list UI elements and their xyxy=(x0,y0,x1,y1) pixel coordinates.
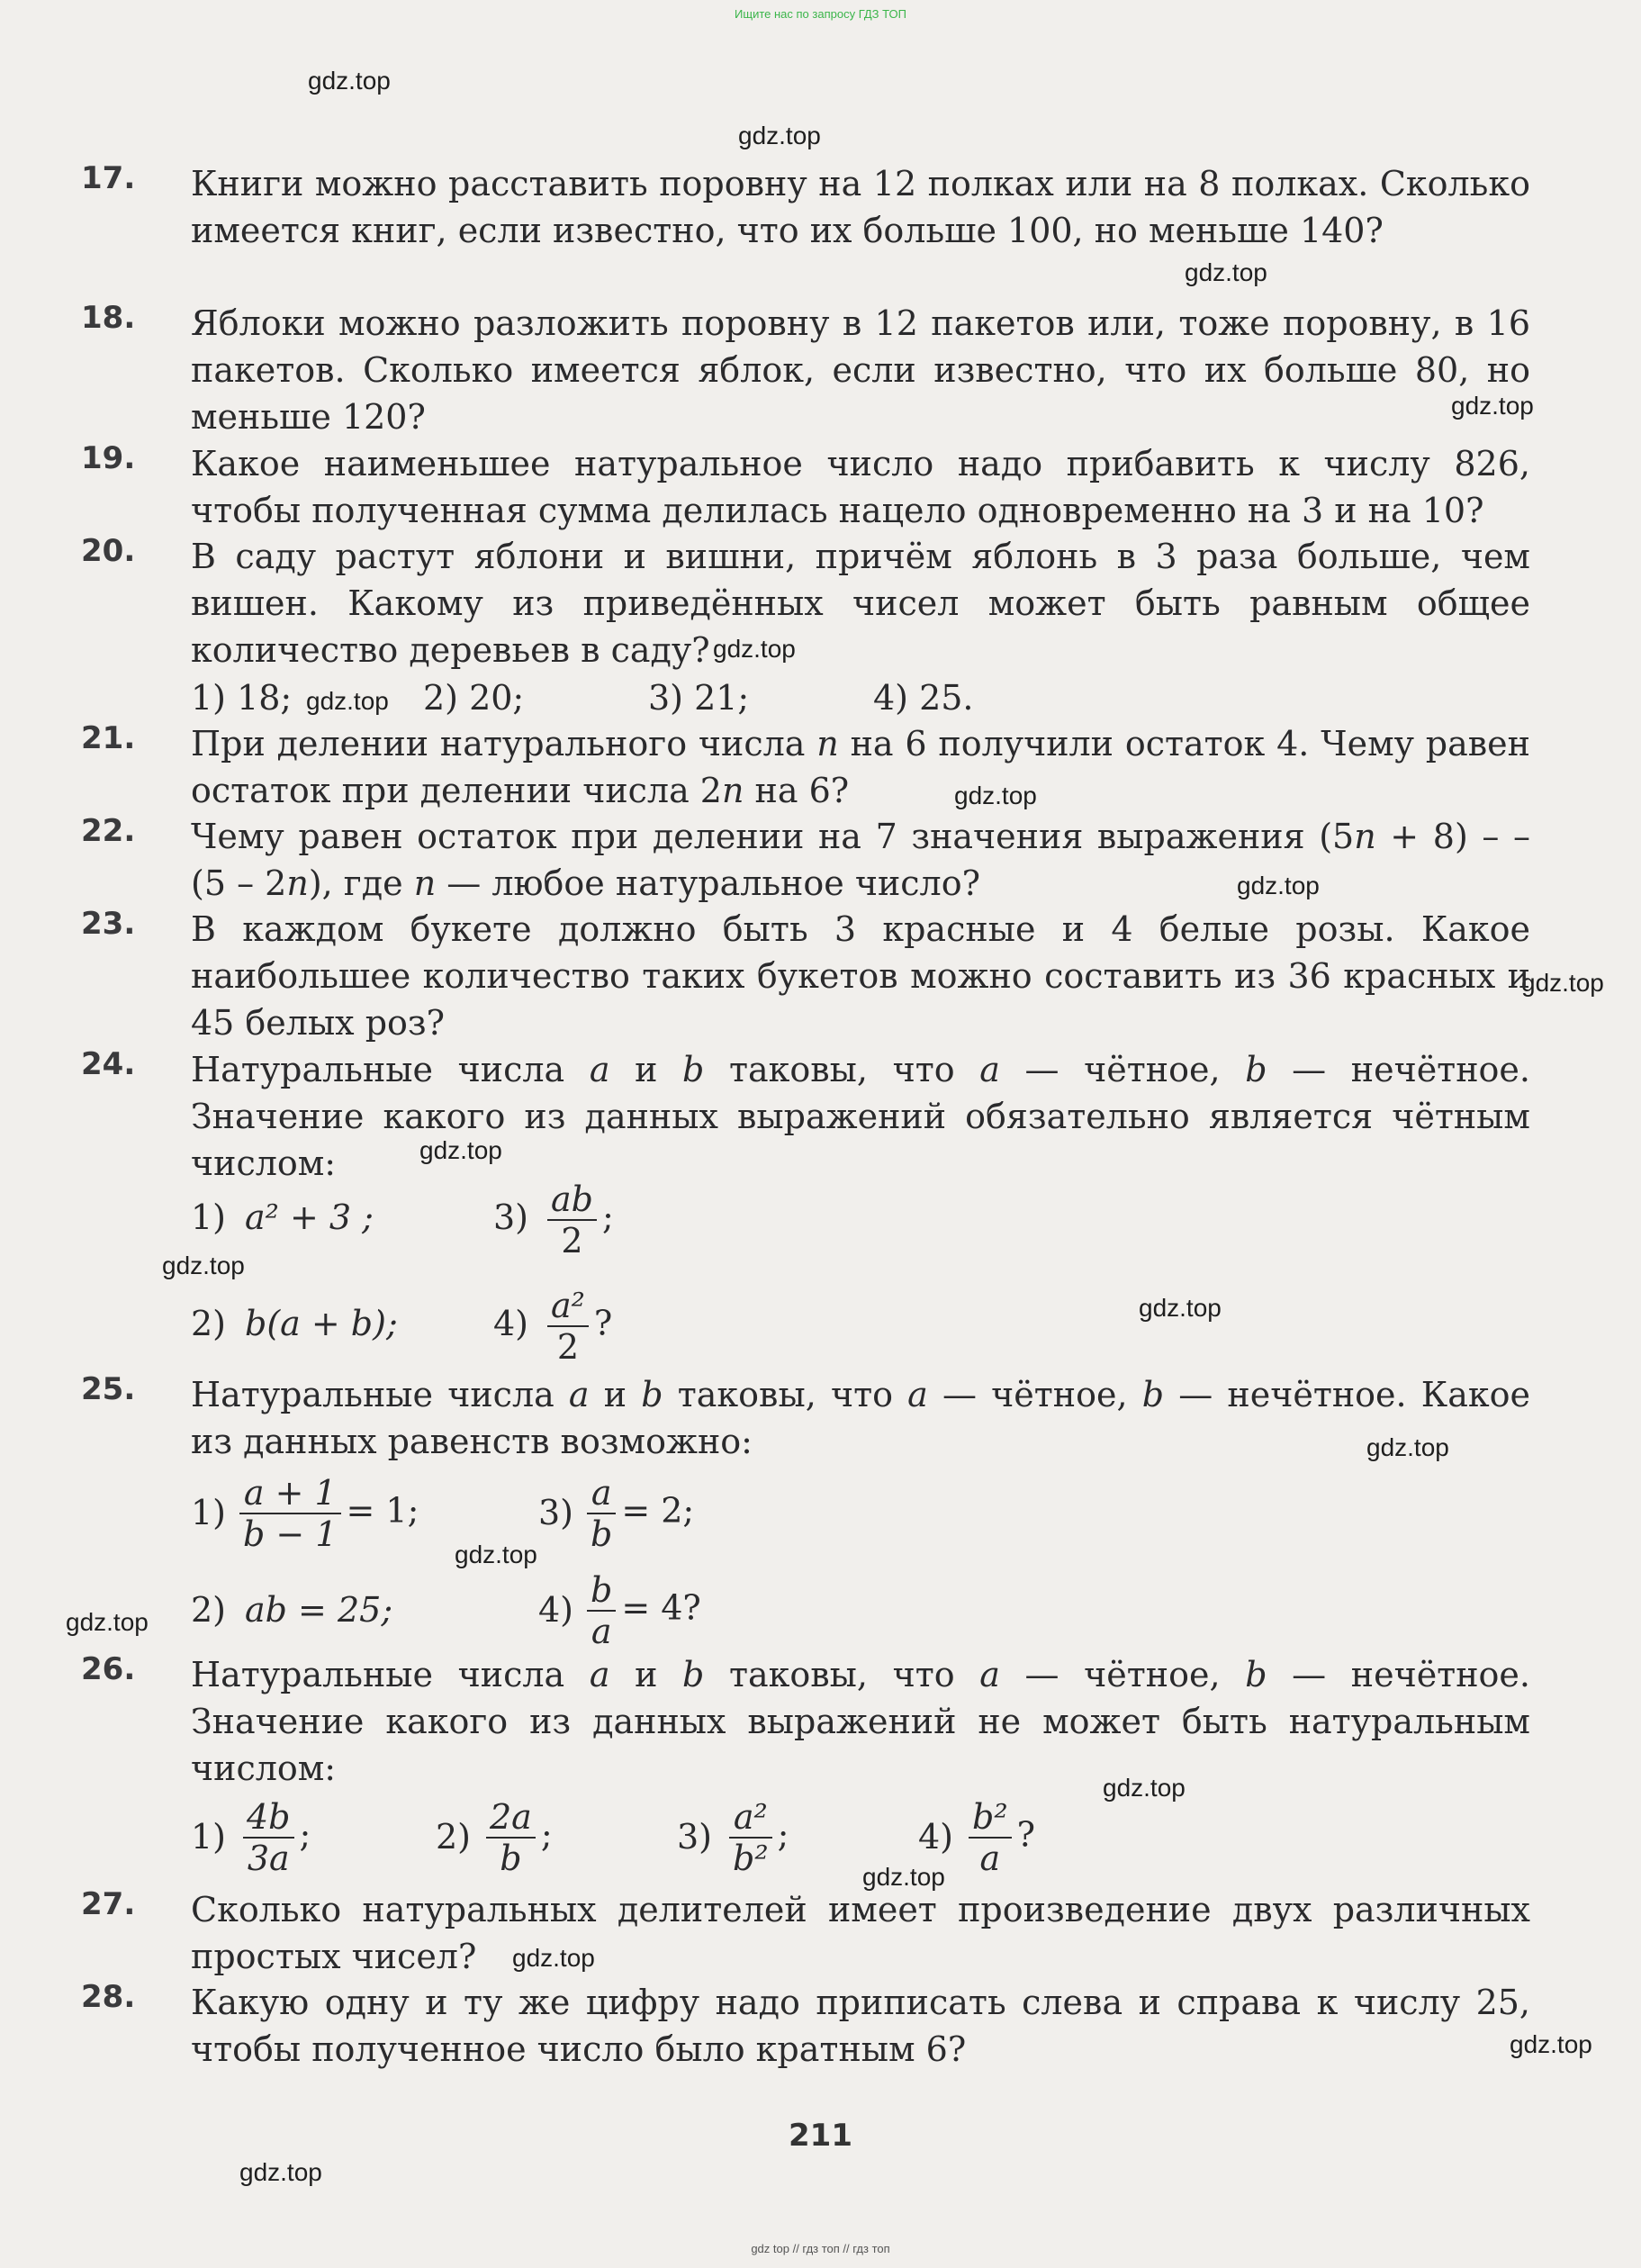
option-2: 2) 20; xyxy=(423,678,525,718)
denominator: b xyxy=(587,1513,616,1554)
option-label: 1) xyxy=(191,1817,227,1857)
variable-n: n xyxy=(1354,817,1376,856)
option-label: 4) xyxy=(918,1817,954,1857)
problem-28 xyxy=(81,1979,1530,2073)
equation-tail: = 2; xyxy=(621,1490,695,1531)
option-row xyxy=(191,1797,1181,1880)
watermark: gdz.top xyxy=(162,1251,245,1279)
problem-text: Какое наименьшее натуральное число надо прибавить к числу 826, чтобы полученная сумма делилась нацело одновременно на 3 и на 10? xyxy=(191,444,1530,530)
text-part: на 6? xyxy=(744,771,850,810)
option-row xyxy=(191,1179,1001,1261)
option-label: 4) xyxy=(493,1304,529,1343)
denominator: b² xyxy=(729,1837,772,1878)
equation-tail: = 1; xyxy=(346,1490,419,1531)
option-expression xyxy=(542,1286,612,1367)
option-3: 3) 21; xyxy=(648,678,750,718)
option-expression xyxy=(481,1797,553,1878)
option-expression xyxy=(724,1797,789,1878)
text-part: — любое натуральное число? xyxy=(436,863,980,903)
text-part: и xyxy=(609,1655,683,1694)
fraction xyxy=(729,1797,772,1878)
fraction xyxy=(239,1473,341,1554)
numerator: a xyxy=(591,1473,612,1513)
option-label: 3) xyxy=(538,1493,574,1532)
problem-number: 22. xyxy=(81,813,136,849)
problem-number: 24. xyxy=(81,1046,136,1082)
punctuation: ; xyxy=(299,1814,311,1855)
problem-number: 26. xyxy=(81,1651,136,1687)
text-part: — нечётное. Значение какого из данных выражений обязательно является чётным числом: xyxy=(191,1050,1530,1183)
watermark: gdz.top xyxy=(455,1541,537,1568)
variable-a: a xyxy=(589,1655,610,1694)
option-label: 1) xyxy=(191,1493,227,1532)
watermark: gdz.top xyxy=(1521,969,1604,997)
text-part: и xyxy=(609,1050,683,1089)
watermark: gdz.top xyxy=(1510,2030,1592,2058)
problem-22 xyxy=(81,813,1530,907)
problem-number: 27. xyxy=(81,1886,136,1922)
problem-21 xyxy=(81,720,1530,814)
problem-19 xyxy=(81,440,1530,534)
variable-b: b xyxy=(1245,1050,1267,1089)
option-label: 3) xyxy=(493,1197,529,1237)
fraction xyxy=(486,1797,536,1878)
text-part: При делении натурального числа xyxy=(191,724,817,764)
watermark: gdz.top xyxy=(1185,258,1267,286)
text-part: Натуральные числа xyxy=(191,1050,590,1089)
problem-number: 28. xyxy=(81,1979,136,2015)
option-expression: b(a + b); xyxy=(245,1304,398,1343)
text-part: Натуральные числа xyxy=(191,1655,590,1694)
variable-b: b xyxy=(1245,1655,1267,1694)
watermark: gdz.top xyxy=(308,67,391,95)
numerator: a² xyxy=(733,1797,768,1837)
problem-text: Какую одну и ту же цифру надо приписать слева и справа к числу 25, чтобы полученное число было кратным 6? xyxy=(191,1983,1530,2069)
text-part: таковы, что xyxy=(704,1050,980,1089)
problem-number: 20. xyxy=(81,533,136,569)
problem-text xyxy=(191,1651,1530,1792)
option-1: 1) 18; xyxy=(191,678,293,718)
problem-17 xyxy=(81,160,1530,254)
text-part: — чётное, xyxy=(927,1375,1142,1414)
problem-text: Книги можно расставить поровну на 12 полках или на 8 полках. Сколько имеется книг, если известно, что их больше 100, но меньше 140? xyxy=(191,164,1530,250)
variable-n: n xyxy=(286,863,309,903)
punctuation: ; xyxy=(777,1814,789,1855)
watermark: gdz.top xyxy=(1366,1433,1449,1461)
variable-b: b xyxy=(1141,1375,1165,1414)
watermark: gdz.top xyxy=(1103,1774,1186,1802)
option-expression: ab = 25; xyxy=(245,1590,393,1630)
problem-text xyxy=(191,1046,1530,1187)
problem-24 xyxy=(81,1046,1530,1187)
watermark: gdz.top xyxy=(66,1608,149,1636)
watermark: gdz.top xyxy=(1139,1294,1222,1322)
denominator: 2 xyxy=(547,1325,589,1367)
watermark: gdz.top xyxy=(862,1863,945,1891)
text-part: — нечётное. Какое из данных равенств возможно: xyxy=(191,1375,1530,1461)
variable-n: n xyxy=(816,724,839,764)
option-expression xyxy=(963,1797,1035,1878)
option-4: 4) 25. xyxy=(873,678,974,718)
numerator: a + 1 xyxy=(243,1473,337,1513)
punctuation: ? xyxy=(1016,1814,1035,1855)
problem-23 xyxy=(81,906,1530,1046)
problem-text xyxy=(191,813,1530,907)
watermark: gdz.top xyxy=(954,782,1037,809)
problem-text: В саду растут яблони и вишни, причём яблонь в 3 раза больше, чем вишен. Какому из приведённых чисел может быть равным общее количество деревьев в саду? xyxy=(191,537,1530,670)
watermark: gdz.top xyxy=(419,1136,502,1164)
problem-18 xyxy=(81,300,1530,440)
option-label: 1) xyxy=(191,1197,227,1237)
text-part: ), где xyxy=(308,863,414,903)
watermark: gdz.top xyxy=(1451,392,1534,420)
text-part: — чётное, xyxy=(999,1655,1246,1694)
variable-b: b xyxy=(682,1050,705,1089)
denominator: b − 1 xyxy=(239,1513,341,1554)
problem-text xyxy=(191,1371,1530,1465)
numerator: 4b xyxy=(247,1797,291,1837)
problem-26 xyxy=(81,1651,1530,1792)
variable-a: a xyxy=(979,1050,1000,1089)
text-part: Чему равен остаток при делении на 7 значения выражения (5 xyxy=(191,817,1355,856)
option-label: 2) xyxy=(191,1590,227,1630)
watermark: gdz.top xyxy=(306,687,389,715)
problem-number: 18. xyxy=(81,300,136,336)
variable-a: a xyxy=(907,1375,928,1414)
option-expression xyxy=(582,1570,701,1651)
numerator: 2a xyxy=(490,1797,532,1837)
denominator: a xyxy=(969,1837,1012,1878)
denominator: b xyxy=(486,1837,536,1878)
option-expression xyxy=(542,1179,614,1261)
option-label: 2) xyxy=(191,1304,227,1343)
text-part: — чётное, xyxy=(999,1050,1246,1089)
fraction xyxy=(243,1797,294,1878)
watermark: gdz.top xyxy=(738,122,821,149)
text-part: — нечётное. Значение какого из данных выражений не может быть натуральным числом: xyxy=(191,1655,1530,1788)
fraction xyxy=(969,1797,1012,1878)
variable-a: a xyxy=(979,1655,1000,1694)
denominator: 3a xyxy=(243,1837,294,1878)
watermark: gdz.top xyxy=(713,635,796,663)
problem-25 xyxy=(81,1371,1530,1465)
text-part: Натуральные числа xyxy=(191,1375,569,1414)
punctuation: ; xyxy=(540,1814,553,1855)
option-row xyxy=(191,1473,1001,1556)
answer-options xyxy=(191,673,1530,722)
option-expression xyxy=(238,1797,311,1878)
text-part: и xyxy=(589,1375,642,1414)
watermark: gdz.top xyxy=(512,1944,595,1972)
text-part: + 8) – – (5 – 2 xyxy=(191,817,1530,903)
fraction xyxy=(587,1570,616,1651)
option-expression xyxy=(582,1473,694,1554)
watermark: gdz.top xyxy=(239,2158,322,2186)
text-part: таковы, что xyxy=(663,1375,908,1414)
problem-20 xyxy=(81,533,1530,722)
problem-text: Яблоки можно разложить поровну в 12 пакетов или, тоже поровну, в 16 пакетов. Сколько имеется яблок, если известно, что их больше 80, но меньше 120? xyxy=(191,303,1530,437)
option-row xyxy=(191,1570,1001,1653)
text-part: на 6 получили остаток 4. Чему равен остаток при делении числа 2 xyxy=(191,724,1530,810)
variable-a: a xyxy=(568,1375,590,1414)
denominator: a xyxy=(587,1610,616,1651)
problem-text: Сколько натуральных делителей имеет произведение двух различных простых чисел? xyxy=(191,1890,1530,1976)
problem-text xyxy=(191,720,1530,814)
equation-tail: = 4? xyxy=(621,1587,701,1628)
problem-number: 25. xyxy=(81,1371,136,1407)
problem-27 xyxy=(81,1886,1530,1980)
option-label: 3) xyxy=(677,1817,713,1857)
variable-b: b xyxy=(682,1655,705,1694)
fraction xyxy=(547,1179,597,1261)
problem-number: 19. xyxy=(81,440,136,476)
numerator: ab xyxy=(551,1179,593,1219)
punctuation: ? xyxy=(593,1303,613,1343)
page-number: 211 xyxy=(789,2118,852,2154)
option-row xyxy=(191,1286,1001,1367)
variable-n: n xyxy=(721,771,744,810)
denominator: 2 xyxy=(547,1219,597,1261)
variable-n: n xyxy=(413,863,437,903)
option-label: 4) xyxy=(538,1590,574,1630)
option-expression xyxy=(234,1473,419,1554)
problem-number: 23. xyxy=(81,906,136,942)
fraction xyxy=(587,1473,616,1554)
problem-text: В каждом букете должно быть 3 красные и 4 белые розы. Какое наибольшее количество таких букетов можно составить из 36 красных и 45 белых роз? xyxy=(191,909,1530,1043)
numerator: b xyxy=(591,1570,613,1610)
watermark: gdz.top xyxy=(1237,872,1320,899)
bottom-banner[interactable]: gdz top // гдз топ // гдз топ xyxy=(751,2242,890,2255)
variable-b: b xyxy=(641,1375,663,1414)
variable-a: a xyxy=(589,1050,610,1089)
numerator: a² xyxy=(551,1286,585,1325)
top-banner[interactable]: Ищите нас по запросу ГДЗ ТОП xyxy=(735,7,906,21)
problem-number: 17. xyxy=(81,160,136,196)
problem-number: 21. xyxy=(81,720,136,756)
fraction xyxy=(547,1286,589,1367)
punctuation: ; xyxy=(601,1197,614,1237)
option-expression: a² + 3 ; xyxy=(245,1197,374,1237)
option-label: 2) xyxy=(436,1817,472,1857)
text-part: таковы, что xyxy=(704,1655,980,1694)
numerator: b² xyxy=(972,1797,1008,1837)
